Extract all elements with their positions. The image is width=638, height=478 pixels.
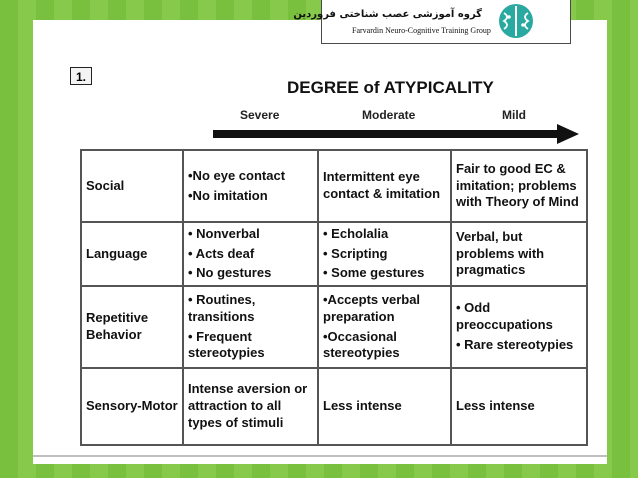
cell-mild xyxy=(451,286,587,368)
scale-mild: Mild xyxy=(502,108,526,122)
logo-banner xyxy=(293,0,571,44)
cell-text: Intermittent eye contact & imitation xyxy=(323,169,441,201)
cell-severe xyxy=(183,150,318,222)
scale-moderate: Moderate xyxy=(362,108,416,122)
table-row xyxy=(81,286,587,368)
table-row xyxy=(81,150,587,222)
slide-number: 1. xyxy=(70,67,92,85)
cell-text: Less intense xyxy=(456,398,535,414)
table-row xyxy=(81,222,587,286)
cell-severe xyxy=(183,286,318,368)
cell-text: •No imitation xyxy=(188,187,268,203)
cell-text: Fair to good EC & imitation; problems with Theory of Mind xyxy=(456,160,579,210)
arrow-right-icon xyxy=(213,124,579,144)
atypicality-table xyxy=(80,149,588,446)
cell-moderate xyxy=(318,222,451,286)
brain-icon xyxy=(492,1,540,41)
cell-severe xyxy=(183,368,318,445)
scale-severe: Severe xyxy=(240,108,280,122)
row-label: Language xyxy=(81,222,183,286)
cell-text: • No gestures xyxy=(188,265,272,281)
cell-text: • Frequent stereotypies xyxy=(188,328,265,361)
logo-subtitle: Farvardin Neuro-Cognitive Training Group xyxy=(352,26,491,35)
cell-text: • Some gestures xyxy=(323,265,425,281)
cell-text: Intense aversion or attraction to all types of stimuli xyxy=(188,381,308,430)
cell-mild xyxy=(451,368,587,445)
cell-text: Less intense xyxy=(323,398,402,414)
cell-text: • Nonverbal xyxy=(188,225,260,241)
cell-moderate xyxy=(318,286,451,368)
cell-text: • Routines, transitions xyxy=(188,291,256,324)
cell-text: • Echolalia xyxy=(323,225,389,241)
row-label: Repetitive Behavior xyxy=(81,286,183,368)
cell-moderate xyxy=(318,150,451,222)
cell-moderate xyxy=(318,368,451,445)
row-label: Sensory-Motor xyxy=(81,368,183,445)
cell-text: •Accepts verbal preparation xyxy=(323,291,421,324)
cell-text: • Odd preoccupations xyxy=(456,300,553,333)
table-row xyxy=(81,368,587,445)
cell-text: • Rare stereotypies xyxy=(456,336,574,352)
page-title: DEGREE of ATYPICALITY xyxy=(287,78,494,97)
cell-text: Verbal, but problems with pragmatics xyxy=(456,228,545,278)
row-label: Social xyxy=(81,150,183,222)
cell-text: •No eye contact xyxy=(188,167,286,183)
cell-text: •Occasional stereotypies xyxy=(323,328,400,361)
divider xyxy=(33,455,607,457)
cell-severe xyxy=(183,222,318,286)
cell-text: • Scripting xyxy=(323,245,388,261)
cell-mild xyxy=(451,222,587,286)
cell-mild xyxy=(451,150,587,222)
logo-title: گروه آموزشی عصب شناختی فروردین xyxy=(293,9,482,20)
cell-text: • Acts deaf xyxy=(188,245,255,261)
